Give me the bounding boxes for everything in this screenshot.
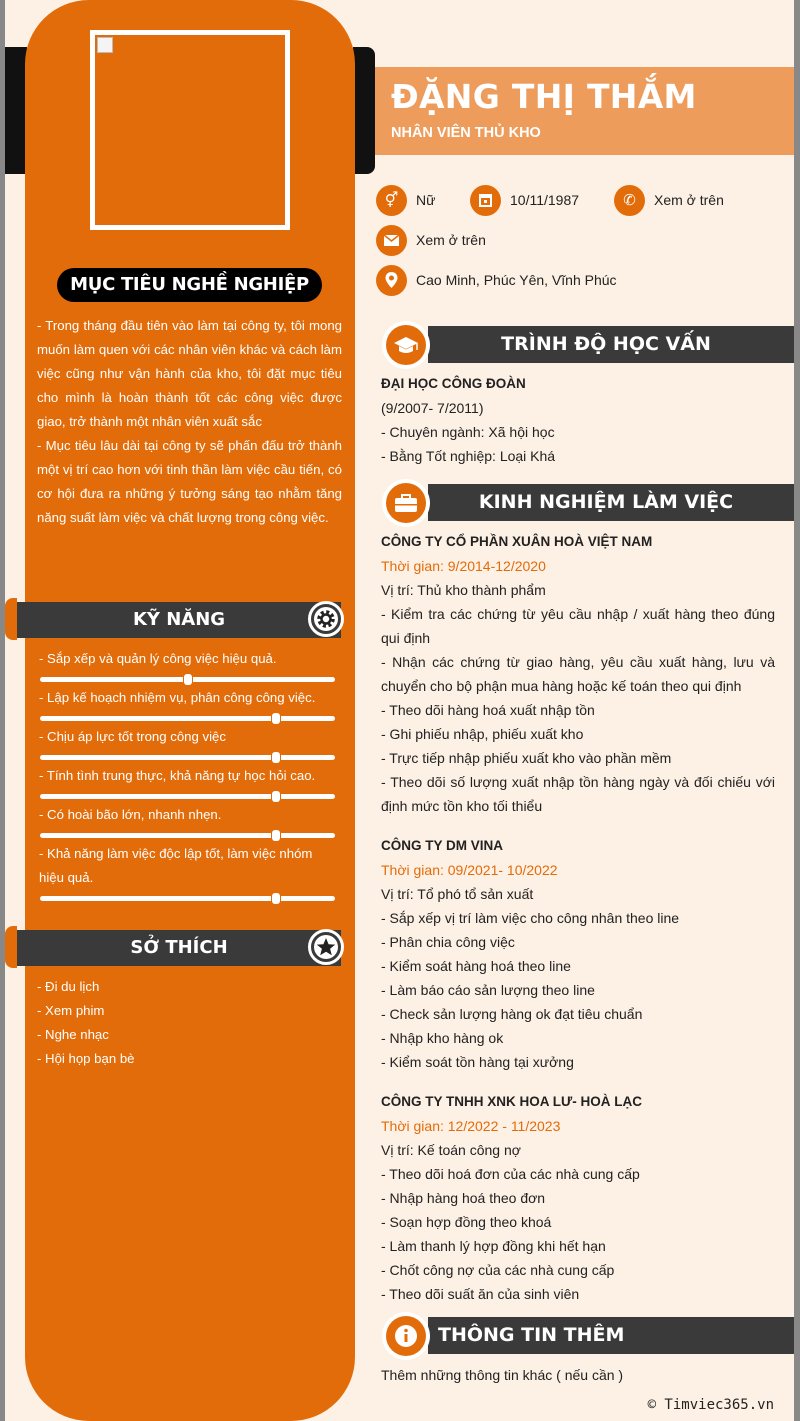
- additional-text: Thêm những thông tin khác ( nếu cần ): [381, 1367, 624, 1383]
- skill-knob: [272, 893, 280, 904]
- header-tab: [5, 598, 17, 640]
- location-icon: [376, 265, 407, 296]
- education-school: ĐẠI HỌC CÔNG ĐOÀN: [381, 376, 526, 391]
- job-duty: - Làm báo cáo sản lượng theo line: [381, 982, 595, 998]
- job-duty: - Theo dõi suất ăn của sinh viên: [381, 1286, 580, 1302]
- decor-block-right: [353, 47, 375, 174]
- experience-header: [428, 484, 794, 521]
- candidate-name: ĐẶNG THỊ THẮM: [391, 77, 697, 116]
- job-duty: - Kiểm soát tồn hàng tại xưởng: [381, 1054, 574, 1070]
- job-duty: - Ghi phiếu nhập, phiếu xuất kho: [381, 726, 584, 742]
- job-duty: - Nhập hàng hoá theo đơn: [381, 1190, 546, 1206]
- hobbies-title: SỞ THÍCH: [130, 937, 228, 958]
- skill-bar: [40, 716, 335, 721]
- briefcase-icon: [382, 479, 430, 527]
- job-duty: - Nhận các chứng từ giao hàng, yêu cầu xuất hàng, lưu và chuyển cho bộ phận mua hàng hoặc kế toán theo qui định: [381, 654, 775, 694]
- job-period: Thời gian: 09/2021- 10/2022: [381, 862, 558, 878]
- skill-knob: [272, 791, 280, 802]
- job-period: Thời gian: 9/2014-12/2020: [381, 558, 546, 574]
- star-icon: [308, 929, 344, 965]
- education-header: [428, 326, 794, 363]
- education-title: TRÌNH ĐỘ HỌC VẤN: [501, 333, 711, 355]
- skill-knob: [184, 674, 192, 685]
- calendar-icon: [470, 185, 501, 216]
- job-period: Thời gian: 12/2022 - 11/2023: [381, 1118, 561, 1134]
- header-tab: [5, 926, 17, 968]
- skill-bar: [40, 794, 335, 799]
- skill-label: - Sắp xếp và quản lý công việc hiệu quả.: [39, 651, 277, 666]
- job-duty: - Soạn hợp đồng theo khoá: [381, 1214, 552, 1230]
- skills-title: KỸ NĂNG: [132, 609, 226, 630]
- hobby-item: - Nghe nhạc: [37, 1027, 109, 1042]
- objective-paragraph: - Trong tháng đầu tiên vào làm tại công ty, tôi mong muốn làm quen với các nhân viên khác và cách làm việc cũng như vận hành của kho, tôi đặt mục tiêu cho mình là hoàn thành tốt các công việc được giao, trở thành một nhân viên xuất sắc: [37, 318, 342, 429]
- job-company: CÔNG TY CỔ PHẦN XUÂN HOÀ VIỆT NAM: [381, 534, 653, 549]
- job-role: Vị trí: Tổ phó tổ sản xuất: [381, 886, 534, 902]
- decor-block-left: [5, 47, 27, 174]
- cv-page: [5, 0, 794, 1421]
- footer-copyright[interactable]: © Timviec365.vn: [647, 1397, 774, 1413]
- name-banner: [375, 67, 794, 155]
- skill-label: - Tính tình trung thực, khả năng tự học hỏi cao.: [39, 768, 316, 783]
- job-duty: - Phân chia công việc: [381, 934, 515, 950]
- hobby-item: - Đi du lịch: [37, 979, 100, 994]
- objective-paragraph: - Mục tiêu lâu dài tại công ty sẽ phấn đấu trở thành một vị trí cao hơn với tinh thần làm việc cầu tiến, có cơ hội đưa ra những ý tưởng sáng tạo nhằm tăng năng suất làm việc và chất lượng trong công việc.: [37, 438, 342, 525]
- education-line: - Chuyên ngành: Xã hội học: [381, 424, 555, 440]
- broken-image-icon: [97, 37, 113, 53]
- job-duty: - Trực tiếp nhập phiếu xuất kho vào phần mềm: [381, 750, 672, 766]
- objective-text: [37, 314, 342, 530]
- info-icon: [382, 1312, 430, 1360]
- job-duty: - Chốt công nợ của các nhà cung cấp: [381, 1262, 615, 1278]
- skill-bar: [40, 677, 335, 682]
- objective-title: MỤC TIÊU NGHỀ NGHIỆP: [57, 268, 322, 302]
- job-duty: - Kiểm soát hàng hoá theo line: [381, 958, 571, 974]
- education-line: - Bằng Tốt nghiệp: Loại Khá: [381, 448, 556, 464]
- job-duty: - Theo dõi số lượng xuất nhập tồn hàng ngày và đối chiếu với định mức tồn kho tối thiểu: [381, 774, 775, 814]
- job-company: CÔNG TY TNHH XNK HOA LƯ- HOÀ LẠC: [381, 1094, 642, 1109]
- job-company: CÔNG TY DM VINA: [381, 838, 504, 853]
- job-role: Vị trí: Thủ kho thành phẩm: [381, 582, 546, 598]
- phone-value: Xem ở trên: [654, 192, 724, 208]
- graduation-cap-icon: [382, 321, 430, 369]
- job-duty: - Sắp xếp vị trí làm việc cho công nhân theo line: [381, 910, 680, 926]
- job-duty: - Làm thanh lý hợp đồng khi hết hạn: [381, 1238, 606, 1254]
- skill-knob: [272, 713, 280, 724]
- additional-header: [428, 1317, 794, 1354]
- hobby-item: - Hội họp bạn bè: [37, 1051, 135, 1066]
- education-period: (9/2007- 7/2011): [381, 400, 484, 416]
- email-icon: [376, 225, 407, 256]
- experience-title: KINH NGHIỆM LÀM VIỆC: [478, 491, 734, 513]
- job-duty: - Theo dõi hàng hoá xuất nhập tồn: [381, 702, 595, 718]
- job-duty: - Theo dõi hoá đơn của các nhà cung cấp: [381, 1166, 640, 1182]
- phone-icon: ✆: [614, 185, 645, 216]
- skills-header: [17, 602, 341, 638]
- skill-knob: [272, 752, 280, 763]
- job-duty: - Check sản lượng hàng ok đạt tiêu chuẩn: [381, 1006, 643, 1022]
- hobby-item: - Xem phim: [37, 1003, 105, 1018]
- job-title: NHÂN VIÊN THỦ KHO: [391, 125, 541, 141]
- skill-bar: [40, 833, 335, 838]
- job-role: Vị trí: Kế toán công nợ: [381, 1142, 521, 1158]
- profile-photo[interactable]: [90, 30, 290, 230]
- left-column: [25, 0, 355, 1421]
- gear-icon: [308, 601, 344, 637]
- address-value: Cao Minh, Phúc Yên, Vĩnh Phúc: [416, 272, 617, 288]
- hobbies-header: [17, 930, 341, 966]
- skill-label: - Lập kế hoạch nhiệm vụ, phân công công việc.: [39, 690, 316, 705]
- email-value: Xem ở trên: [416, 232, 486, 248]
- additional-title: THÔNG TIN THÊM: [438, 1324, 625, 1346]
- birthday-value: 10/11/1987: [510, 192, 580, 208]
- gender-value: Nữ: [416, 192, 436, 208]
- skill-label: - Chịu áp lực tốt trong công việc: [39, 729, 226, 744]
- skill-bar: [40, 896, 335, 901]
- job-duty: - Nhập kho hàng ok: [381, 1030, 504, 1046]
- skill-bar: [40, 755, 335, 760]
- skill-label: - Có hoài bão lớn, nhanh nhẹn.: [39, 807, 222, 822]
- skill-knob: [272, 830, 280, 841]
- gender-icon: ⚥: [376, 185, 407, 216]
- job-duty: - Kiểm tra các chứng từ yêu cầu nhập / xuất hàng theo đúng qui định: [381, 606, 775, 646]
- skill-label: - Khả năng làm việc độc lập tốt, làm việc nhóm hiệu quả.: [39, 846, 313, 885]
